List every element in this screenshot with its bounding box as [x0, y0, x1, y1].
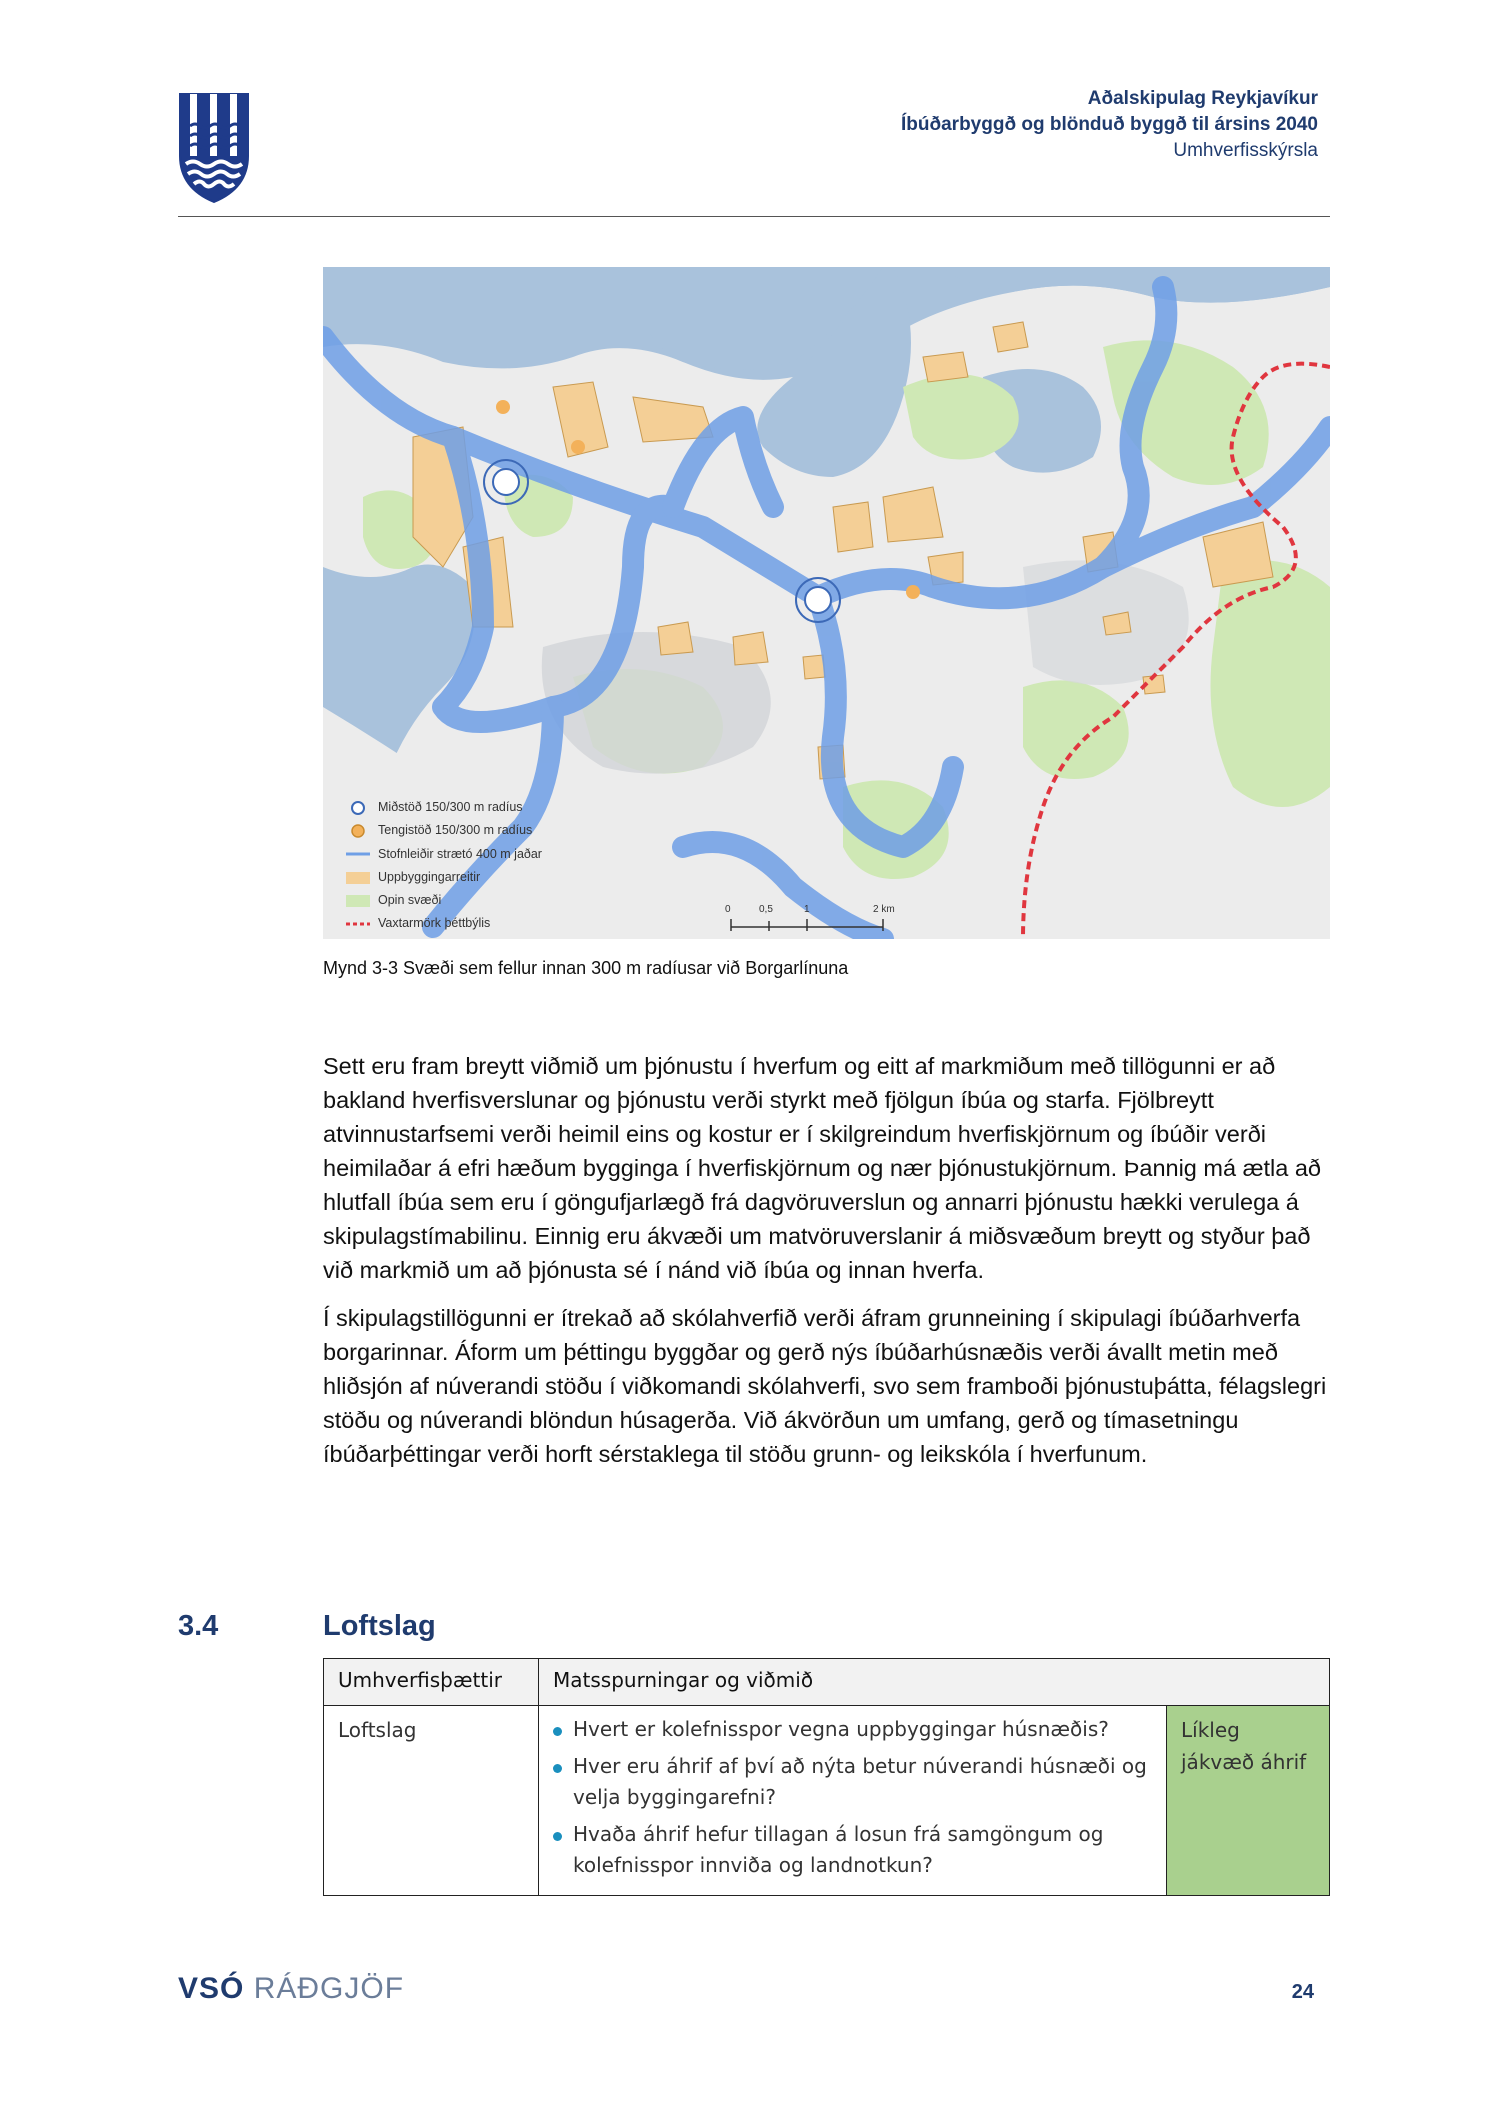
map-legend: [346, 796, 542, 936]
column-header: Matsspurningar og viðmið: [539, 1659, 1330, 1706]
column-header: Umhverfisþættir: [324, 1659, 539, 1706]
paragraph: Í skipulagstillögunni er ítrekað að skólahverfið verði áfram grunneining í skipulagi íbúðarhverfa borgarinnar. Áform um þéttingu byggðar og gerð nýs íbúðarhúsnæðis verði ávallt metin með hliðsjón af núverandi stöðu í viðkomandi skólahverfi, svo sem framboði þjónustuþátta, félagslegri stöðu og núverandi blöndun húsagerða. Við ákvörðun um umfang, gerð og tímasetningu íbúðarþéttingar verði horft sérstaklega til stöðu grunn- og leikskóla í hverfunum.: [323, 1305, 1327, 1467]
body-text: [323, 1049, 1333, 1485]
question-list: [553, 1714, 1152, 1881]
list-item: Hvaða áhrif hefur tillagan á losun frá samgöngum og kolefnisspor innviða og landnotkun?: [553, 1819, 1152, 1881]
hub-stop-icon: [346, 800, 370, 816]
connection-stop-icon: [346, 823, 370, 839]
reykjavik-coat-of-arms-logo: [178, 92, 250, 204]
header-subtitle: Íbúðarbyggð og blönduð byggð til ársins 2040: [901, 114, 1318, 135]
document-header: [901, 86, 1318, 164]
line-icon: [346, 846, 370, 862]
legend-item: [346, 866, 542, 889]
legend-label: Stofnleiðir strætó 400 m jaðar: [378, 846, 542, 861]
list-item: Hvert er kolefnisspor vegna uppbyggingar húsnæðis?: [553, 1714, 1152, 1745]
page-number: 24: [1291, 1981, 1314, 2003]
legend-label: Vaxtarmörk þéttbýlis: [378, 916, 491, 931]
table-header-row: [324, 1659, 1330, 1706]
section-title: Loftslag: [323, 1610, 436, 1642]
header-divider: [178, 216, 1330, 217]
scale-label: 1: [804, 904, 810, 915]
impact-cell: Líkleg jákvæð áhrif: [1167, 1706, 1330, 1896]
legend-label: Tengistöð 150/300 m radíus: [378, 823, 533, 838]
legend-item: [346, 889, 542, 912]
development-swatch-icon: [346, 870, 370, 886]
legend-item: [346, 843, 542, 866]
assessment-table: [323, 1658, 1330, 1896]
legend-label: Miðstöð 150/300 m radíus: [378, 800, 523, 814]
list-item: Hver eru áhrif af því að nýta betur núverandi húsnæði og velja byggingarefni?: [553, 1751, 1152, 1813]
scale-label: 0,5: [759, 904, 773, 915]
open-area-swatch-icon: [346, 893, 370, 909]
vso-logo: VSÓ RÁÐGJÖF: [178, 1972, 405, 2005]
bullet-icon: [553, 1832, 562, 1841]
paragraph: Sett eru fram breytt viðmið um þjónustu í hverfum og eitt af markmiðum með tillögunni er að bakland hverfisverslunar og þjónustu verði styrkt með fjölgun íbúa og starfa. Fjölbreytt atvinnustarfsemi verði heimil eins og kostur er í skilgreindum hverfiskjörnum og íbúðir verði heimilaðar á efri hæðum bygginga í hverfiskjörnum og nær þjónustukjörnum. Þannig má ætla að hlutfall íbúa sem eru í göngufjarlægð frá dagvöruverslun og annarri þjónustu hækki verulega á skipulagstímabilinu. Einnig eru ákvæði um matvöruverslanir á miðsvæðum breytt og styður það við markmið um að þjónusta sé í nánd við íbúa og innan hverfa.: [323, 1053, 1321, 1283]
factor-cell: Loftslag: [324, 1706, 539, 1896]
legend-label: Opin svæði: [378, 893, 442, 908]
scale-label: 0: [725, 904, 731, 915]
borgarlina-map: [323, 267, 1330, 939]
legend-label: Uppbyggingarreitir: [378, 869, 481, 884]
legend-item: [346, 819, 542, 842]
bullet-icon: [553, 1764, 562, 1773]
header-plan-title: Aðalskipulag Reykjavíkur: [1087, 88, 1318, 109]
questions-cell: [539, 1706, 1167, 1896]
figure-caption: Mynd 3-3 Svæði sem fellur innan 300 m radíusar við Borgarlínuna: [323, 958, 849, 978]
scale-label: 2 km: [873, 904, 895, 915]
legend-item: [346, 912, 542, 935]
table-row: [324, 1706, 1330, 1896]
dashed-line-icon: [346, 916, 370, 932]
section-number: 3.4: [178, 1610, 219, 1642]
bullet-icon: [553, 1727, 562, 1736]
header-report-type: Umhverfisskýrsla: [1173, 140, 1318, 161]
legend-item: [346, 796, 542, 819]
